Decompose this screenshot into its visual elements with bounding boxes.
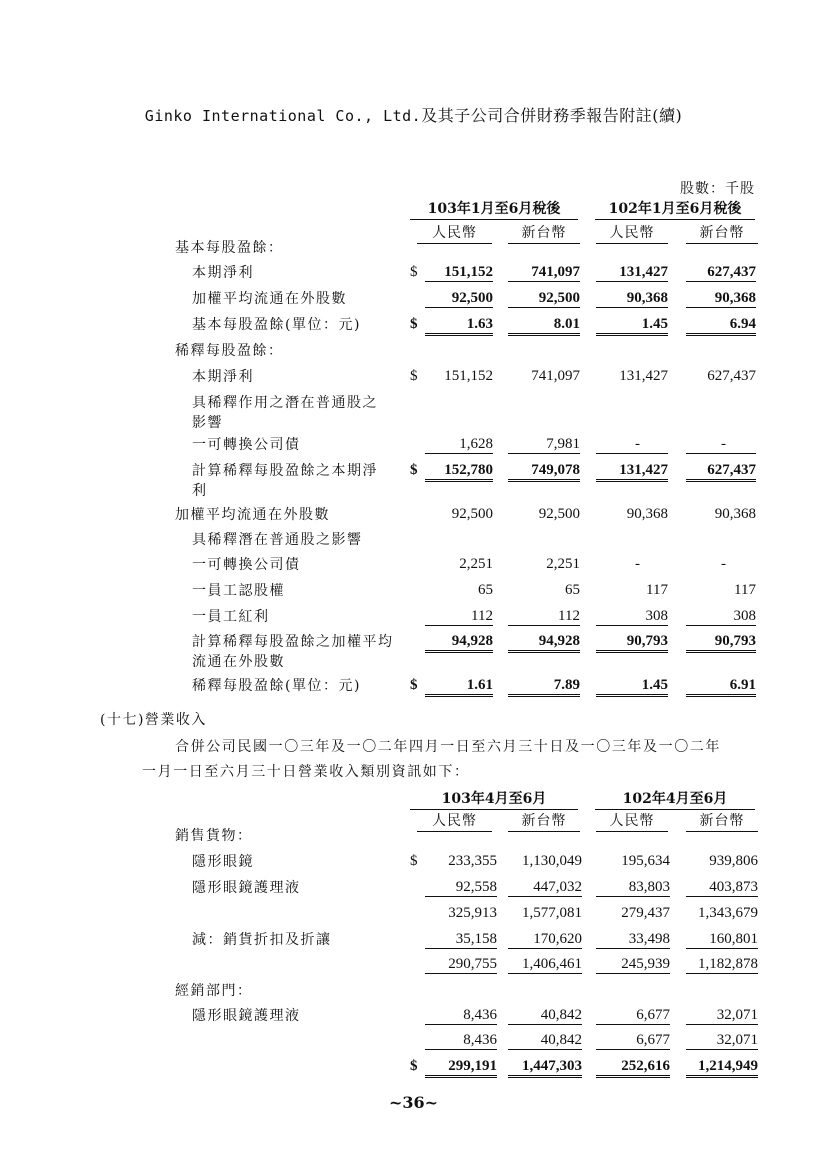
cell: 7.89 <box>508 677 580 697</box>
rev-section-distribution: 經銷部門： <box>175 983 253 999</box>
cell: 1.61 <box>425 677 493 697</box>
cell: 83,803 <box>596 879 670 897</box>
cell: 92,500 <box>451 506 493 522</box>
cell: 195,634 <box>621 853 670 869</box>
cell: 65 <box>565 582 580 598</box>
cell: 299,191 <box>425 1058 497 1078</box>
cell: 112 <box>425 608 493 626</box>
cell: 35,158 <box>425 931 497 949</box>
cell: 7,981 <box>508 436 580 454</box>
cell: 749,078 <box>508 462 580 482</box>
unit-note: 股數：千股 <box>680 181 755 197</box>
dollar-sign: $ <box>410 264 418 280</box>
cell: 6.91 <box>686 677 756 697</box>
rev-col-twd-2: 新台幣 <box>686 810 758 832</box>
company-name: Ginko International Co., Ltd. <box>144 107 422 125</box>
cell: 92,558 <box>425 879 497 897</box>
rev-period-header-1: 103年4月至6月 <box>410 788 578 810</box>
cell: 32,071 <box>686 1007 758 1025</box>
cell: 233,355 <box>448 853 497 869</box>
row-label: 一可轉換公司債 <box>192 437 301 453</box>
cell: 627,437 <box>707 368 756 384</box>
row-label: 計算稀釋每股盈餘之加權平均流通在外股數 <box>192 634 394 670</box>
eps-period-header-2: 102年1月至6月稅後 <box>595 198 755 220</box>
row-label: 具稀釋作用之潛在普通股之影響 <box>192 395 378 431</box>
page-title <box>0 103 827 126</box>
cell: 1.63 <box>425 316 493 336</box>
cell: 92,500 <box>538 506 580 522</box>
row-label: 加權平均流通在外股數 <box>175 507 330 523</box>
cell: 8,436 <box>425 1032 497 1050</box>
cell: 112 <box>508 608 580 626</box>
cell: 741,097 <box>508 264 580 282</box>
cell: 308 <box>686 608 756 626</box>
cell: 92,500 <box>425 290 493 308</box>
cell: 8.01 <box>508 316 580 336</box>
cell: 1,130,049 <box>522 853 582 869</box>
cell: 32,071 <box>686 1032 758 1050</box>
cell: 170,620 <box>508 931 582 949</box>
cell: 1,214,949 <box>686 1058 758 1078</box>
row-label: 減：銷貨折扣及折讓 <box>192 932 332 948</box>
cell: 325,913 <box>448 905 497 921</box>
eps-period-header-1: 103年1月至6月稅後 <box>410 198 578 220</box>
cell: 6,677 <box>596 1032 670 1050</box>
row-label: 計算稀釋每股盈餘之本期淨利 <box>192 463 378 499</box>
cell: 1,406,461 <box>508 956 582 974</box>
cell: 90,793 <box>596 633 668 653</box>
cell: - <box>635 556 640 572</box>
cell: 151,152 <box>444 368 493 384</box>
row-label: 本期淨利 <box>192 369 254 385</box>
cell: 279,437 <box>621 905 670 921</box>
cell: 90,368 <box>714 506 756 522</box>
row-label: 一員工紅利 <box>192 609 270 625</box>
cell: - <box>596 436 668 454</box>
cell: 741,097 <box>531 368 580 384</box>
rev-col-rmb-2: 人民幣 <box>596 810 668 832</box>
paragraph-line-1: 合併公司民國一〇三年及一〇二年四月一日至六月三十日及一〇三年及一〇二年 <box>175 739 721 755</box>
cell: 33,498 <box>596 931 670 949</box>
row-label: 基本每股盈餘(單位：元) <box>192 317 361 333</box>
cell: 252,616 <box>596 1058 670 1078</box>
cell: 92,500 <box>508 290 580 308</box>
cell: 160,801 <box>686 931 758 949</box>
section-heading: (十七)營業收入 <box>100 712 207 728</box>
cell: 117 <box>734 582 756 598</box>
cell: 131,427 <box>619 368 668 384</box>
row-label: 隱形眼鏡 <box>192 854 254 870</box>
dollar-sign: $ <box>410 316 418 332</box>
rev-col-rmb-1: 人民幣 <box>417 810 492 832</box>
cell: 1.45 <box>596 316 668 336</box>
cell: 152,780 <box>425 462 493 482</box>
cell: 1,628 <box>425 436 493 454</box>
cell: 131,427 <box>596 264 668 282</box>
cell: 90,368 <box>596 290 668 308</box>
eps-section-diluted: 稀釋每股盈餘： <box>175 343 284 359</box>
eps-col-rmb-1: 人民幣 <box>417 222 492 244</box>
eps-col-rmb-2: 人民幣 <box>596 222 668 244</box>
eps-col-twd-2: 新台幣 <box>686 222 758 244</box>
cell: 90,368 <box>686 290 756 308</box>
cell: 1,343,679 <box>698 905 758 921</box>
cell: 1,447,303 <box>508 1058 582 1078</box>
cell: 90,793 <box>686 633 756 653</box>
cell: 403,873 <box>686 879 758 897</box>
cell: - <box>721 556 726 572</box>
paragraph-line-2: 一月一日至六月三十日營業收入類別資訊如下： <box>142 764 470 780</box>
row-label: 具稀釋潛在普通股之影響 <box>192 532 363 548</box>
cell: 308 <box>596 608 668 626</box>
cell: 151,152 <box>425 264 493 282</box>
dollar-sign: $ <box>410 462 418 478</box>
row-label: 一員工認股權 <box>192 583 285 599</box>
cell: 2,251 <box>459 556 493 572</box>
cell: 94,928 <box>508 633 580 653</box>
cell: 117 <box>646 582 668 598</box>
cell: 1,182,878 <box>686 956 758 974</box>
cell: - <box>686 436 756 454</box>
dollar-sign: $ <box>410 677 418 693</box>
row-label: 隱形眼鏡護理液 <box>192 880 301 896</box>
cell: 8,436 <box>425 1007 497 1025</box>
row-label: 本期淨利 <box>192 265 254 281</box>
cell: 1,577,081 <box>522 905 582 921</box>
page-number: ~36~ <box>388 1093 439 1112</box>
eps-section-basic: 基本每股盈餘： <box>175 240 284 256</box>
cell: 6,677 <box>596 1007 670 1025</box>
cell: 1.45 <box>596 677 668 697</box>
row-label: 加權平均流通在外股數 <box>192 291 347 307</box>
cell: 6.94 <box>686 316 756 336</box>
cell: 40,842 <box>508 1032 582 1050</box>
cell: 40,842 <box>508 1007 582 1025</box>
rev-period-header-2: 102年4月至6月 <box>595 788 755 810</box>
cell: 627,437 <box>686 462 756 482</box>
title-suffix: 及其子公司合併財務季報告附註(續) <box>421 106 683 125</box>
cell: 939,806 <box>709 853 758 869</box>
cell: 94,928 <box>425 633 493 653</box>
rev-col-twd-1: 新台幣 <box>508 810 580 832</box>
eps-col-twd-1: 新台幣 <box>508 222 580 244</box>
cell: 65 <box>478 582 493 598</box>
rev-section-sales: 銷售貨物： <box>175 828 253 844</box>
dollar-sign: $ <box>410 853 418 869</box>
cell: 627,437 <box>686 264 756 282</box>
row-label: 稀釋每股盈餘(單位：元) <box>192 678 361 694</box>
cell: 245,939 <box>596 956 670 974</box>
cell: 131,427 <box>596 462 668 482</box>
row-label: 隱形眼鏡護理液 <box>192 1008 301 1024</box>
cell: 290,755 <box>425 956 497 974</box>
dollar-sign: $ <box>410 368 418 384</box>
cell: 447,032 <box>508 879 582 897</box>
cell: 90,368 <box>626 506 668 522</box>
row-label: 一可轉換公司債 <box>192 557 301 573</box>
dollar-sign: $ <box>410 1058 418 1074</box>
cell: 2,251 <box>546 556 580 572</box>
